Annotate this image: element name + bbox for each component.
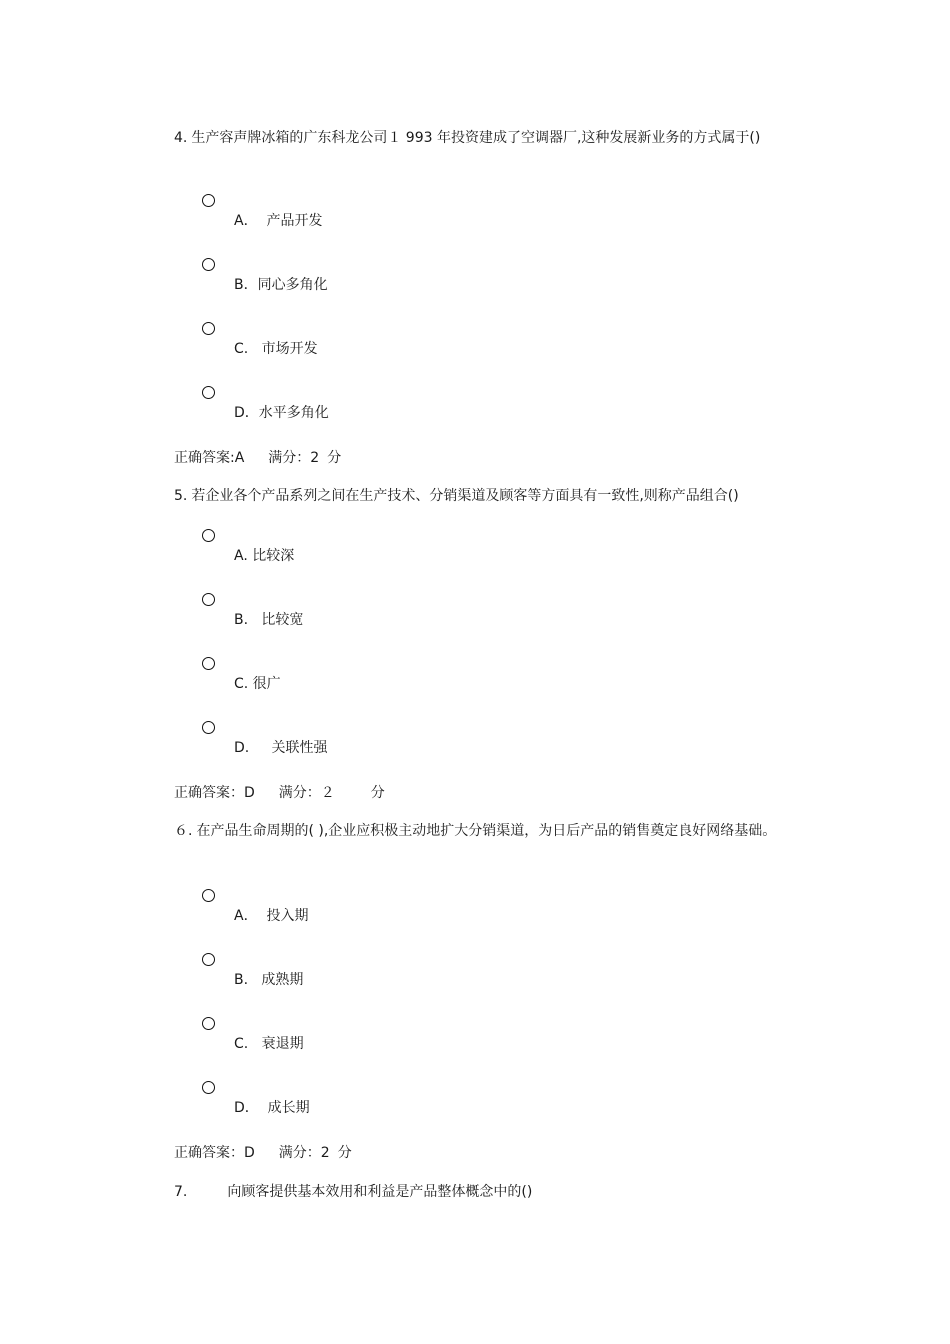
option-label-4b: B．同心多角化 (234, 277, 328, 293)
radio-option-6a[interactable] (202, 889, 215, 902)
correct-answer: 正确答案：D (174, 785, 255, 801)
question-number: 4. (174, 130, 188, 146)
question-7 (174, 1180, 802, 1204)
radio-option-5a[interactable] (202, 529, 215, 542)
question-number: ６. (174, 823, 193, 839)
score-unit: 分 (337, 1145, 352, 1161)
option-label-6c: C. 衰退期 (234, 1036, 304, 1052)
question-5 (174, 484, 802, 508)
option-label-4a: A． 产品开发 (234, 213, 323, 229)
option-label-5c: C. 很广 (234, 676, 281, 692)
score-unit: 分 (327, 450, 342, 466)
radio-option-4a[interactable] (202, 194, 215, 207)
correct-answer: 正确答案:A (174, 450, 245, 466)
option-label-6b: B. 成熟期 (234, 972, 304, 988)
option-label-6d: D． 成长期 (234, 1100, 310, 1116)
score-unit: 分 (370, 785, 385, 801)
radio-option-4d[interactable] (202, 386, 215, 399)
question-number: 5. (174, 488, 188, 504)
radio-option-6d[interactable] (202, 1081, 215, 1094)
question-6 (174, 819, 802, 843)
radio-option-4c[interactable] (202, 322, 215, 335)
option-label-6a: A． 投入期 (234, 908, 309, 924)
radio-option-5d[interactable] (202, 721, 215, 734)
question-text: 若企业各个产品系列之间在生产技术、分销渠道及顾客等方面具有一致性,则称产品组合() (191, 488, 739, 504)
radio-option-5b[interactable] (202, 593, 215, 606)
option-label-4c: C. 市场开发 (234, 341, 318, 357)
question-number: 7. (174, 1184, 188, 1200)
answer-line-4 (174, 449, 341, 467)
question-text: 生产容声牌冰箱的广东科龙公司１ 993 年投资建成了空调器厂,这种发展新业务的方式属于() (191, 130, 761, 146)
full-score: 满分：2 (268, 450, 320, 466)
correct-answer: 正确答案：D (174, 1145, 255, 1161)
option-label-4d: D．水平多角化 (234, 405, 329, 421)
radio-option-5c[interactable] (202, 657, 215, 670)
full-score: 满分：２ (278, 785, 335, 801)
question-text: 向顾客提供基本效用和利益是产品整体概念中的() (227, 1184, 533, 1200)
option-label-5d: D. 关联性强 (234, 740, 328, 756)
radio-option-6c[interactable] (202, 1017, 215, 1030)
option-label-5a: A. 比较深 (234, 548, 295, 564)
radio-option-6b[interactable] (202, 953, 215, 966)
option-label-5b: B. 比较宽 (234, 612, 304, 628)
full-score: 满分：2 (278, 1145, 330, 1161)
radio-option-4b[interactable] (202, 258, 215, 271)
answer-line-6 (174, 1144, 352, 1162)
question-text: 在产品生命周期的( ),企业应积极主动地扩大分销渠道，为日后产品的销售奠定良好网络基础。 (196, 823, 777, 839)
question-4 (174, 126, 802, 150)
answer-line-5 (174, 784, 385, 802)
